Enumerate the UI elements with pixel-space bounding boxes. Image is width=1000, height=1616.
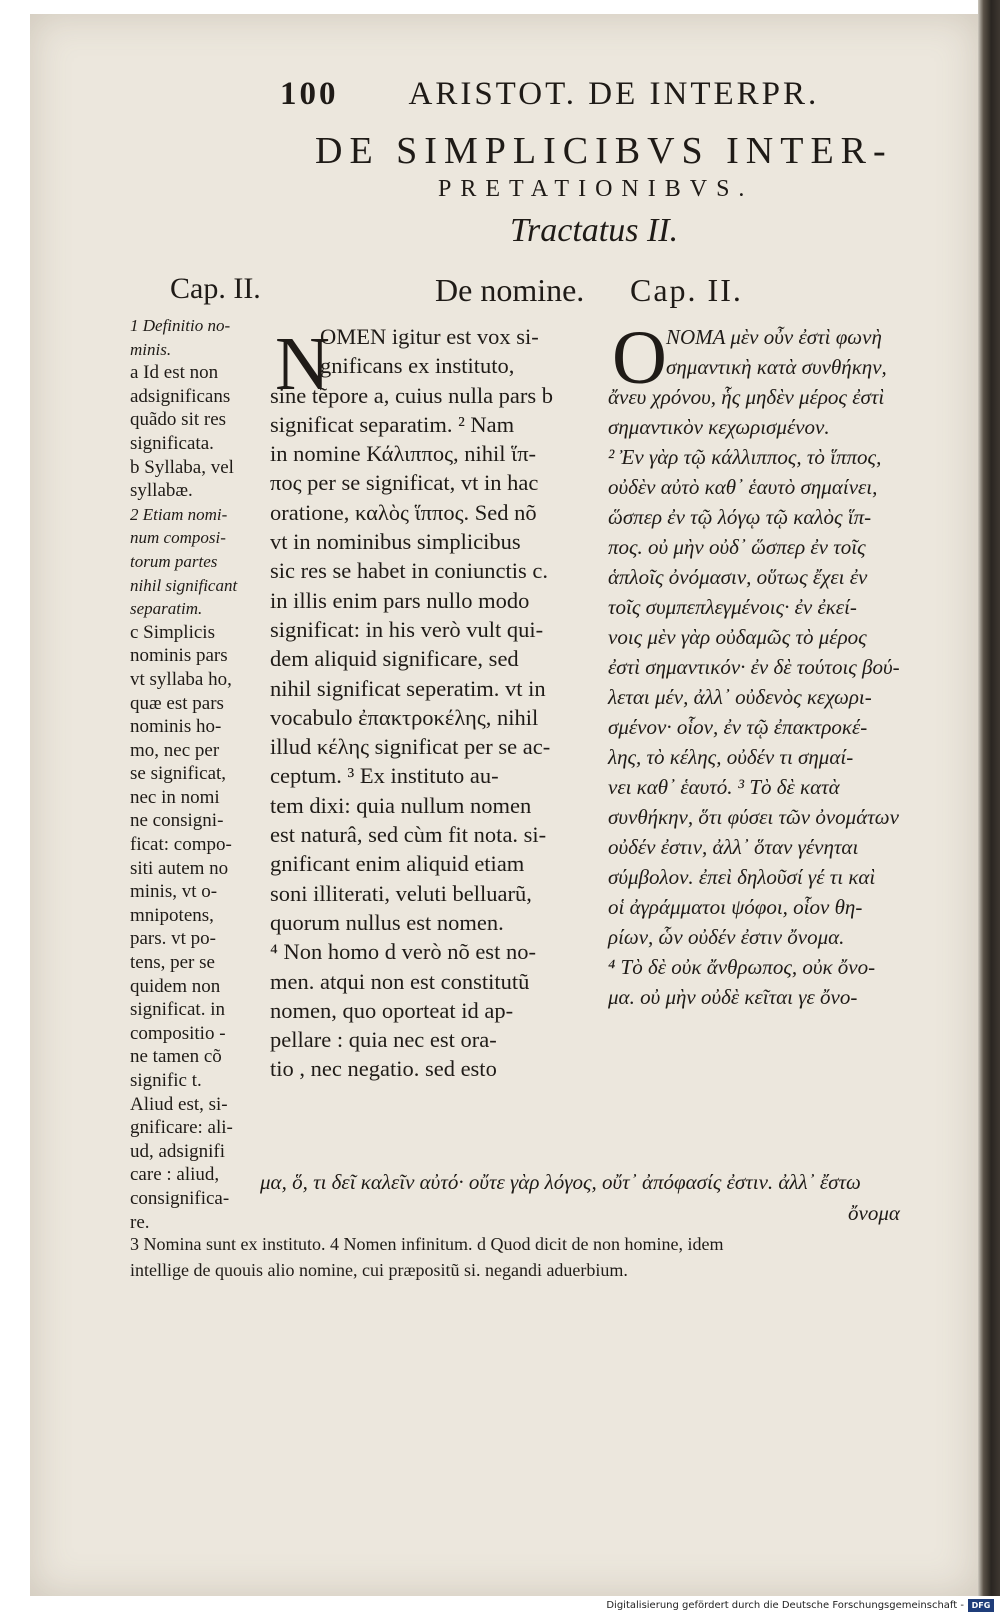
- margin-note-line: torum partes: [130, 551, 218, 571]
- greek-line: οὐδέν ἐστιν, ἀλλ᾽ ὅταν γένηται: [608, 835, 859, 859]
- margin-note-line: significat. in: [130, 999, 225, 1021]
- greek-line: ὥσπερ ἐν τῷ λόγῳ τῷ καλὸς ἵπ-: [608, 505, 872, 529]
- margin-note-line: 1 Definitio no-: [130, 316, 231, 335]
- book-binding-edge: [978, 0, 1000, 1596]
- margin-note-line: ficat: compo-: [130, 834, 232, 856]
- latin-line: significat separatim. ² Nam: [270, 411, 515, 437]
- margin-note-line: se significat,: [130, 763, 227, 785]
- greek-line: ἐστὶ σημαντικόν· ἐν δὲ τούτοις βού-: [608, 655, 900, 679]
- greek-line: λεται μέν, ἀλλ᾽ οὐδενὸς κεχωρι-: [608, 685, 872, 709]
- greek-line: νει καθ᾽ ἑαυτό. ³ Τὸ δὲ κατὰ: [608, 775, 840, 799]
- margin-note-line: nominis ho-: [130, 716, 222, 738]
- margin-note-line: quidem non: [130, 975, 221, 997]
- treatise-title-line2: PRETATIONIBVS.: [438, 176, 754, 202]
- greek-line: σημαντικὴ κατὰ συνθήκην,: [666, 355, 887, 379]
- margin-note-line: minis, vt o-: [130, 881, 218, 903]
- margin-note-line: quæ est pars: [130, 692, 224, 714]
- latin-line: men. atqui non est constitutũ: [270, 968, 530, 994]
- latin-line: soni illiterati, veluti belluarũ,: [270, 880, 532, 906]
- latin-line: πος per se significat, vt in hac: [270, 470, 539, 496]
- greek-line: ἁπλοῖς ὀνόμασιν, οὕτως ἔχει ἐν: [608, 565, 868, 589]
- digitization-credit: Digitalisierung gefördert durch die Deutsche Forschungsgemeinschaft -: [606, 1600, 964, 1611]
- dfg-logo: DFG: [968, 1599, 994, 1612]
- greek-line: ἄνευ χρόνου, ἧς μηδὲν μέρος ἐστὶ: [608, 385, 885, 409]
- greek-line: σμένον· οἷον, ἐν τῷ ἐπακτροκέ-: [608, 715, 868, 739]
- margin-note-line: tens, per se: [130, 952, 215, 974]
- margin-note-line: nominis pars: [130, 645, 228, 667]
- latin-line: in illis enim pars nullo modo: [270, 587, 530, 613]
- margin-note-line: nihil significant: [130, 575, 238, 595]
- greek-line: νοις μὲν γὰρ οὐδαμῶς τὸ μέρος: [608, 625, 867, 649]
- margin-note-line: nec in nomi: [130, 786, 220, 808]
- treatise-title-line1: DE SIMPLICIBVS INTER-: [315, 130, 893, 172]
- greek-line: οἱ ἀγράμματοι ψόφοι, οἷον θη-: [608, 895, 863, 919]
- margin-note-line: c Simplicis: [130, 621, 215, 643]
- latin-line: sic res se habet in coniunctis c.: [270, 558, 549, 584]
- margin-note-line: num composi-: [130, 528, 226, 548]
- margin-note-line: separatim.: [130, 599, 203, 619]
- greek-line: πος. οὐ μὴν οὐδ᾽ ὥσπερ ἐν τοῖς: [608, 535, 866, 559]
- latin-line: significat: in his verò vult qui-: [270, 616, 544, 642]
- bottom-greek-line: μα, ὅ, τι δεῖ καλεῖν αὐτό· οὔτε γὰρ λόγος, οὔτ᾽ ἀπόφασίς ἐστιν. ἀλλ᾽ ἔστω: [260, 1170, 861, 1194]
- margin-note-line: care : aliud,: [130, 1164, 220, 1186]
- latin-line: gnificant enim aliquid etiam: [270, 851, 525, 877]
- latin-line: vocabulo ἐπακτροκέλης, nihil: [270, 704, 539, 730]
- latin-line: oratione, καλὸς ἵππος. Sed nõ: [270, 499, 537, 525]
- margin-note-line: re.: [130, 1211, 150, 1233]
- margin-note-line: significata.: [130, 432, 214, 454]
- latin-line: illud κέλης significat per se ac-: [270, 734, 551, 760]
- greek-text-column: [608, 316, 948, 1012]
- latin-drop-cap: N: [275, 322, 330, 406]
- greek-line: σημαντικὸν κεχωρισμένον.: [608, 415, 830, 439]
- latin-line: nomen, quo oporteat id ap-: [270, 997, 514, 1023]
- margin-note-line: mo, nec per: [130, 739, 220, 761]
- latin-line: pellare : quia nec est ora-: [270, 1027, 497, 1053]
- book-page: [30, 14, 978, 1596]
- running-head: [280, 76, 819, 113]
- margin-note-line: mnipotens,: [130, 904, 214, 926]
- catchword: ὄνομα: [848, 1201, 900, 1225]
- latin-line: tem dixi: quia nullum nomen: [270, 792, 532, 818]
- footnote-line1: 3 Nomina sunt ex instituto. 4 Nomen infinitum. d Quod dicit de non homine, idem: [130, 1234, 724, 1254]
- latin-line: in nomine Κάλιππος, nihil ἵπ-: [270, 441, 537, 467]
- margin-note-line: gnificare: ali-: [130, 1117, 233, 1139]
- margin-note-line: syllabæ.: [130, 480, 193, 502]
- greek-line: συνθήκην, ὅτι φύσει τῶν ὀνομάτων: [608, 805, 899, 829]
- greek-line: μα. οὐ μὴν οὐδὲ κεῖται γε ὄνο-: [608, 985, 858, 1009]
- footnote-line2: intellige de quouis alio nomine, cui præpositũ si. negandi aduerbium.: [130, 1260, 628, 1280]
- margin-note-line: ne tamen cõ: [130, 1046, 222, 1068]
- greek-drop-cap: O: [612, 316, 667, 400]
- latin-line: OMEN igitur est vox si-: [320, 324, 539, 349]
- latin-line: ⁴ Non homo d verò nõ est no-: [270, 939, 536, 965]
- greek-line: τοῖς συμπεπλεγμένοις· ἐν ἐκεί-: [608, 595, 857, 619]
- margin-note-line: signific t.: [130, 1070, 202, 1091]
- margin-note-line: 2 Etiam nomi-: [130, 504, 228, 524]
- greek-line: ² Ἐν γὰρ τῷ κάλλιππος, τὸ ἵππος,: [608, 445, 882, 469]
- chapter-caption-right: Cap. II.: [630, 272, 743, 308]
- margin-note-line: adsignificans: [130, 385, 231, 407]
- latin-line: quorum nullus est nomen.: [270, 909, 504, 935]
- greek-line: λης, τὸ κέλης, οὐδέν τι σημαί-: [608, 745, 854, 769]
- page-number: 100: [280, 76, 339, 112]
- chapter-caption-left: Cap. II.: [170, 272, 261, 305]
- latin-line: gnificans ex instituto,: [320, 353, 515, 379]
- latin-line: dem aliquid significare, sed: [270, 646, 519, 672]
- running-head-title: ARISTOT. DE INTERPR.: [408, 76, 820, 112]
- margin-note-line: consignifica-: [130, 1187, 230, 1209]
- latin-line: tio , nec negatio. sed esto: [270, 1056, 497, 1082]
- margin-note-line: pars. vt po-: [130, 928, 217, 950]
- latin-line: nihil significat seperatim. vt in: [270, 675, 546, 701]
- greek-line: ρίων, ὧν οὐδέν ἐστιν ὄνομα.: [608, 925, 845, 949]
- margin-note-line: ne consigni-: [130, 810, 224, 832]
- latin-text-column: [270, 322, 610, 1084]
- margin-note-line: siti autem no: [130, 857, 229, 879]
- latin-line: ceptum. ³ Ex instituto au-: [270, 763, 499, 789]
- margin-note-line: minis.: [130, 339, 172, 359]
- margin-note-line: Aliud est, si-: [130, 1093, 228, 1115]
- greek-line: ΝΟΜΑ μὲν οὖν ἐστὶ φωνὴ: [666, 325, 882, 349]
- greek-line: οὐδὲν αὐτὸ καθ᾽ ἑαυτὸ σημαίνει,: [608, 475, 878, 499]
- latin-line: sine tẽpore a, cuius nulla pars b: [270, 382, 554, 408]
- latin-line: vt in nominibus simplicibus: [270, 529, 521, 555]
- margin-notes: [130, 314, 280, 1234]
- latin-line: est naturâ, sed cùm fit nota. si-: [270, 822, 547, 848]
- margin-note-line: vt syllaba ho,: [130, 668, 232, 690]
- margin-note-line: a Id est non: [130, 362, 219, 384]
- greek-line: σύμβολον. ἐπεὶ δηλοῦσί γέ τι καὶ: [608, 865, 876, 889]
- treatise-subtitle: Tractatus II.: [510, 212, 679, 249]
- margin-note-line: quãdo sit res: [130, 409, 227, 431]
- margin-note-line: ud, adsignifi: [130, 1140, 225, 1162]
- greek-line: ⁴ Τὸ δὲ οὐκ ἄνθρωπος, οὐκ ὄνο-: [608, 955, 876, 979]
- margin-note-line: b Syllaba, vel: [130, 456, 234, 478]
- chapter-caption-middle: De nomine.: [435, 272, 585, 308]
- margin-note-line: compositio -: [130, 1022, 226, 1044]
